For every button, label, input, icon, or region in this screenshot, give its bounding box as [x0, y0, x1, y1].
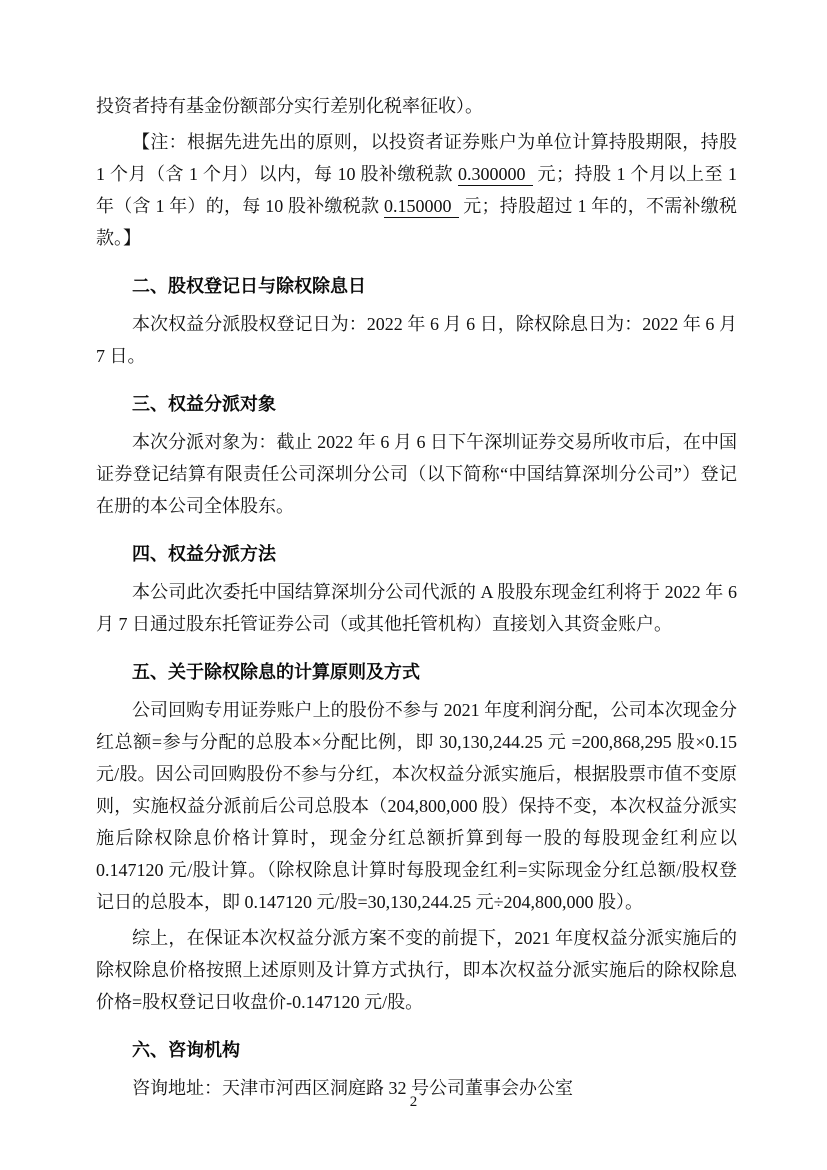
section-heading-record-date: 二、股权登记日与除权除息日 — [132, 276, 366, 296]
carryover-paragraph: 投资者持有基金份额部分实行差别化税率征收）。 — [96, 96, 483, 116]
note-text-1: 【注：根据先进先出的原则，以投资者证券账户为单位计算持股期限，持股 1 个月（含 1 个月）以内，每 10 股补缴税款 — [96, 132, 737, 184]
distribution-targets-paragraph: 本次分派对象为：截止 2022 年 6 月 6 日下午深圳证券交易所收市后，在中国证券登记结算有限责任公司深圳分公司（以下简称“中国结算深圳分公司”）登记在册的本公司全体股东。 — [96, 432, 737, 516]
distribution-method-paragraph: 本公司此次委托中国结算深圳分公司代派的 A 股股东现金红利将于 2022 年 6 月 7 日通过股东托管证券公司（或其他托管机构）直接划入其资金账户。 — [96, 582, 737, 634]
section-heading-distribution-method: 四、权益分派方法 — [132, 544, 276, 564]
note-underlined-tax-rate-1: 0.300000 — [458, 164, 533, 186]
record-date-paragraph: 本次权益分派股权登记日为：2022 年 6 月 6 日，除权除息日为：2022 年 6 月 7 日。 — [96, 314, 737, 366]
ex-dividend-summary-paragraph: 综上，在保证本次权益分派方案不变的前提下，2021 年度权益分派实施后的除权除息价格按照上述原则及计算方式执行，即本次权益分派实施后的除权除息价格=股权登记日收盘价-0.147120 元/股。 — [96, 928, 737, 1012]
ex-dividend-calculation-paragraph: 公司回购专用证券账户上的股份不参与 2021 年度利润分配，公司本次现金分红总额=参与分配的总股本×分配比例，即 30,130,244.25 元 =200,868,295 股×0.15 元/股。因公司回购股份不参与分红，本次权益分派实施后，根据股票市值不变原则，实施权益分派前后公司总股本（204,800,000 股）保持不变，本次权益分派实施后除权除息价格计算时，现金分红总额折算到每一股的每股现金红利应以 0.147120 元/股计算。（除权除息计算时每股现金红利=实际现金分红总额/股权登记日的总股本，即 0.147120 元/股=30,130,244.25 元÷204,800,000 股）。 — [96, 700, 737, 912]
section-heading-consulting-agency: 六、咨询机构 — [132, 1040, 240, 1060]
section-heading-distribution-targets: 三、权益分派对象 — [132, 394, 276, 414]
note-text-2: 元；持股 1 个月以上至 1 年（含 1 年）的，每 10 股补缴税款 — [96, 164, 737, 216]
note-underlined-tax-rate-2: 0.150000 — [384, 196, 459, 218]
note-text-3: 元；持股超过 1 年的，不需补缴税款。】 — [96, 196, 737, 248]
note-paragraph — [96, 126, 737, 254]
consulting-address-paragraph: 咨询地址：天津市河西区洞庭路 32 号公司董事会办公室 — [132, 1078, 573, 1098]
page-number: 2 — [409, 1094, 418, 1110]
section-heading-ex-dividend-calculation: 五、关于除权除息的计算原则及方式 — [132, 662, 420, 682]
